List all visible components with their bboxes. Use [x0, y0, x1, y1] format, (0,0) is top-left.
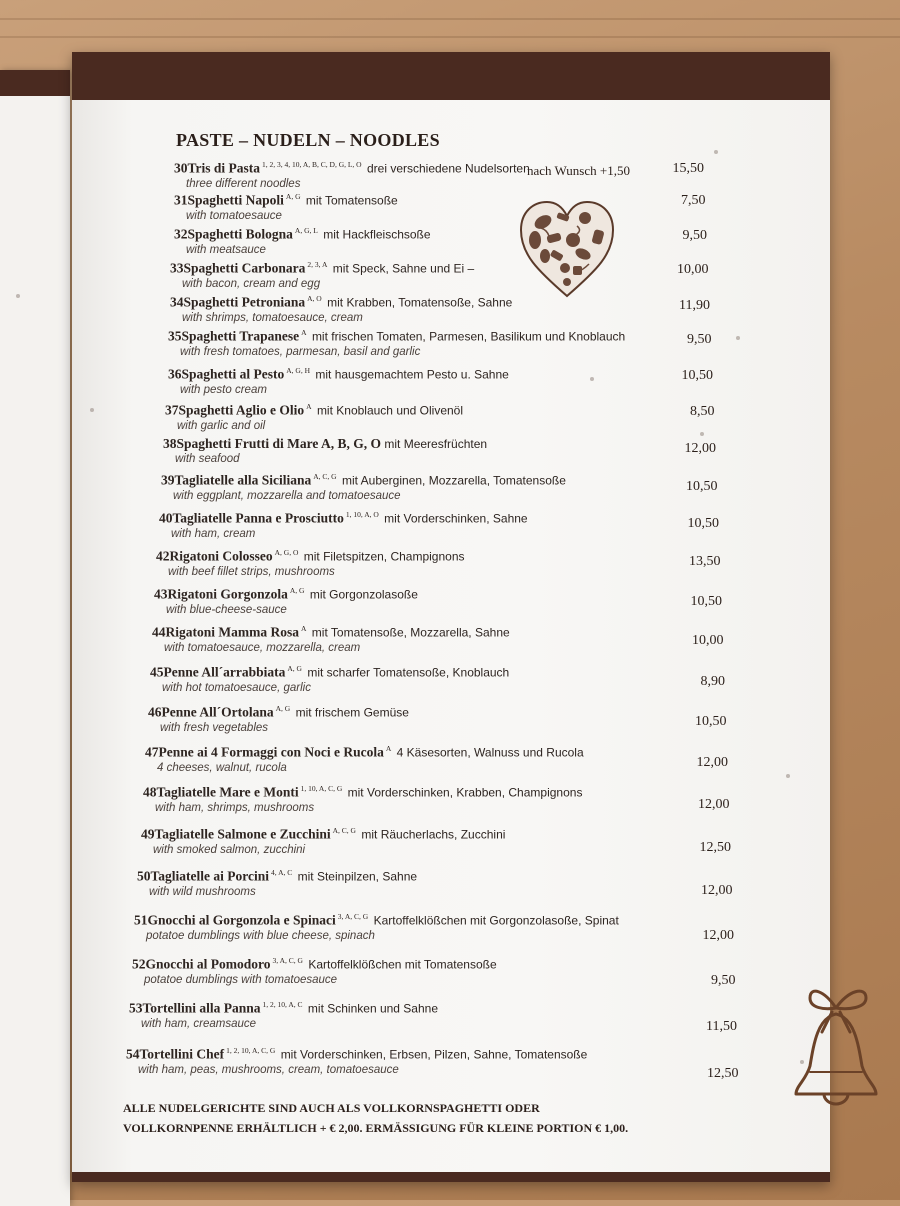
- allergen-codes: 3, A, C, G: [272, 956, 303, 965]
- item-description-en: with tomatoesauce: [186, 209, 282, 222]
- item-description-en: with fresh tomatoes, parmesan, basil and garlic: [180, 345, 421, 358]
- item-name: Penne All´arrabbiata: [163, 664, 286, 680]
- item-description-en: with meatsauce: [186, 243, 266, 256]
- item-description-de: mit Filetspitzen, Champignons: [303, 549, 465, 564]
- allergen-codes: A: [385, 744, 392, 753]
- pasta-heart-illustration: [517, 196, 617, 300]
- allergen-codes: A, O: [307, 294, 322, 303]
- item-description-de: mit Vorderschinken, Erbsen, Pilzen, Sahne, Tomatensoße: [280, 1047, 588, 1062]
- item-price: 9,50: [711, 973, 736, 988]
- item-description-en: with bacon, cream and egg: [182, 277, 321, 290]
- item-number: 44: [152, 624, 166, 640]
- menu-item-54: [126, 1046, 686, 1076]
- allergen-codes: A, G: [289, 586, 305, 595]
- menu-item-39: [161, 472, 721, 502]
- menu-item-42: [156, 548, 716, 578]
- item-description-de: mit Auberginen, Mozzarella, Tomatensoße: [341, 473, 566, 488]
- item-name: Spaghetti Napoli: [187, 192, 284, 208]
- item-price: 12,50: [707, 1066, 739, 1081]
- item-price: 10,50: [686, 479, 718, 494]
- item-description-de: mit Knoblauch und Olivenöl: [316, 403, 464, 418]
- menu-item-48: [143, 784, 703, 814]
- allergen-codes: A, G, O: [274, 548, 299, 557]
- item-description-en: with ham, creamsauce: [141, 1017, 257, 1030]
- item-name: Tagliatelle alla Siciliana: [174, 472, 312, 488]
- item-description-de: mit Tomatensoße: [305, 193, 398, 208]
- menu-item-title-line: [141, 826, 701, 843]
- item-description-en: with shrimps, tomatoesauce, cream: [182, 311, 363, 324]
- allergen-codes: A, G: [285, 192, 301, 201]
- item-description-en: 4 cheeses, walnut, rucola: [157, 761, 287, 774]
- item-number: 40: [159, 510, 173, 526]
- menu-item-50: [137, 868, 697, 898]
- item-description-de: mit frischen Tomaten, Parmesen, Basilikum und Knoblauch: [311, 329, 626, 344]
- item-price: 10,00: [692, 633, 724, 648]
- item-name: Penne ai 4 Formaggi con Noci e Rucola: [158, 744, 384, 760]
- item-name: Tortellini Chef: [139, 1046, 225, 1062]
- menu-item-title-line: [129, 1000, 689, 1017]
- item-name: Spaghetti Petroniana: [183, 294, 306, 310]
- item-description-de: mit Schinken und Sahne: [307, 1001, 439, 1016]
- item-number: 38: [163, 436, 177, 451]
- allergen-codes: 4, A, C: [271, 868, 293, 877]
- item-description-de: Kartoffelklößchen mit Gorgonzolasoße, Spinat: [373, 913, 619, 928]
- allergen-codes: 1, 10, A, O: [345, 510, 379, 519]
- item-description-en: with wild mushrooms: [149, 885, 256, 898]
- item-number: 52: [132, 956, 146, 972]
- item-price: 12,00: [698, 797, 730, 812]
- allergen-codes: A: [301, 624, 307, 633]
- allergen-codes: 2, 3, A: [307, 260, 328, 269]
- menu-item-title-line: [150, 664, 710, 681]
- item-number: 42: [156, 548, 170, 564]
- item-number: 54: [126, 1046, 140, 1062]
- allergen-codes: A, G: [275, 704, 291, 713]
- item-price: 10,50: [695, 714, 727, 729]
- item-description-de: mit Vorderschinken, Sahne: [384, 511, 528, 526]
- menu-item-title-line: [152, 624, 712, 641]
- item-price: 9,50: [687, 332, 712, 347]
- menu-item-title-line: [134, 912, 694, 929]
- allergen-codes: A, G, H: [286, 366, 310, 375]
- menu-item-53: [129, 1000, 689, 1030]
- menu-item-title-line: [145, 744, 705, 761]
- item-name: Spaghetti Trapanese: [181, 328, 300, 344]
- item-price: 9,50: [682, 228, 707, 243]
- item-price: 10,50: [681, 368, 713, 383]
- item-description-en: with tomatoesauce, mozzarella, cream: [164, 641, 361, 654]
- item-description-en: with fresh vegetables: [160, 721, 269, 734]
- menu-item-title-line: [143, 784, 703, 801]
- item-price: 12,00: [696, 755, 728, 770]
- item-name: Tagliatelle Salmone e Zucchini: [154, 826, 331, 842]
- item-name: Tortellini alla Panna: [142, 1000, 261, 1016]
- item-number: 31: [174, 192, 188, 208]
- allergen-codes: 1, 10, A, C, G: [300, 784, 343, 793]
- menu-item-title-line: [132, 956, 692, 973]
- menu-item-title-line: [161, 472, 721, 489]
- previous-menu-page: [0, 70, 70, 1206]
- item-description-de: mit hausgemachtem Pesto u. Sahne: [315, 367, 509, 382]
- item-price: 8,90: [700, 674, 725, 689]
- item-description-de: mit scharfer Tomatensoße, Knoblauch: [307, 665, 510, 680]
- item-description-en: with ham, shrimps, mushrooms: [155, 801, 315, 814]
- item-number: 53: [129, 1000, 143, 1016]
- item-description-en: with blue-cheese-sauce: [166, 603, 287, 616]
- item-number: 34: [170, 294, 184, 310]
- footer-note-line-1: ALLE NUDELGERICHTE SIND AUCH ALS VOLLKORNSPAGHETTI ODER: [123, 1101, 540, 1115]
- item-description-en: potatoe dumblings with blue cheese, spinach: [146, 929, 375, 942]
- item-description-en: with eggplant, mozzarella and tomatoesauce: [173, 489, 401, 502]
- menu-item-title-line: [126, 1046, 686, 1063]
- item-price: 11,90: [679, 298, 710, 313]
- item-number: 48: [143, 784, 157, 800]
- menu-item-45: [150, 664, 710, 694]
- menu-item-52: [132, 956, 692, 986]
- item-number: 47: [145, 744, 159, 760]
- allergen-codes: 3, A, C, G: [337, 912, 369, 921]
- item-description-de: mit frischem Gemüse: [295, 705, 409, 720]
- item-description-de: 4 Käsesorten, Walnuss und Rucola: [396, 745, 584, 760]
- menu-item-title-line: [156, 548, 716, 565]
- item-price: 12,00: [701, 883, 733, 898]
- item-description-en: with hot tomatoesauce, garlic: [162, 681, 311, 694]
- item-number: 43: [154, 586, 168, 602]
- menu-item-43: [154, 586, 714, 616]
- item-price: 10,50: [690, 594, 722, 609]
- item-name: Gnocchi al Gorgonzola e Spinaci: [147, 912, 336, 928]
- allergen-codes: 1, 2, 10, A, C: [262, 1000, 303, 1009]
- footer-note-line-2: VOLLKORNPENNE ERHÄLTLICH + € 2,00. ERMÄSSIGUNG FÜR KLEINE PORTION € 1,00.: [123, 1121, 629, 1135]
- wholegrain-note: [123, 1098, 683, 1138]
- item-number: 39: [161, 472, 175, 488]
- menu-item-47: [145, 744, 705, 774]
- menu-item-51: [134, 912, 694, 942]
- allergen-codes: A, G: [287, 664, 302, 673]
- item-price: 10,50: [687, 516, 719, 531]
- item-description-de: mit Speck, Sahne und Ei –: [332, 261, 475, 276]
- item-name: Rigatoni Colosseo: [169, 548, 273, 564]
- menu-item-title-line: [148, 704, 708, 721]
- item-number: 33: [170, 260, 184, 276]
- menu-item-title-line: [165, 402, 725, 419]
- item-name: Spaghetti Carbonara: [183, 260, 306, 276]
- allergen-codes: A: [306, 402, 312, 411]
- item-number: 49: [141, 826, 155, 842]
- menu-item-title-line: [159, 510, 719, 527]
- item-description-en: three different noodles: [186, 177, 301, 190]
- item-number: 46: [148, 704, 162, 720]
- item-description-de: Kartoffelklößchen mit Tomatensoße: [308, 957, 497, 972]
- menu-item-40: [159, 510, 719, 540]
- allergen-codes: A, C, G: [313, 472, 337, 481]
- allergen-codes: A, C, G: [332, 826, 356, 835]
- item-number: 30: [174, 160, 188, 176]
- item-description-en: with ham, peas, mushrooms, cream, tomatoesauce: [138, 1063, 399, 1076]
- menu-item-title-line: [154, 586, 714, 603]
- menu-item-46: [148, 704, 708, 734]
- item-price: 12,50: [699, 840, 731, 855]
- item-name: Spaghetti Bologna: [187, 226, 293, 242]
- menu-item-38: [163, 436, 723, 465]
- item-number: 32: [174, 226, 188, 242]
- item-price: 12,00: [702, 928, 734, 943]
- item-description-en: potatoe dumblings with tomatoesauce: [144, 973, 338, 986]
- item-description-de: mit Vorderschinken, Krabben, Champignons: [347, 785, 583, 800]
- item-price: 10,00: [677, 262, 709, 277]
- menu-item-44: [152, 624, 712, 654]
- item-description-en: with garlic and oil: [177, 419, 266, 432]
- item-name: Spaghetti Frutti di Mare A, B, G, O: [176, 436, 381, 451]
- menu-item-49: [141, 826, 701, 856]
- item-price: 11,50: [706, 1019, 737, 1034]
- allergen-codes: A: [301, 328, 307, 337]
- allergen-codes: A, G, L: [294, 226, 318, 235]
- item-name: Tris di Pasta: [187, 160, 261, 176]
- item-name: Tagliatelle ai Porcini: [150, 868, 269, 884]
- item-description-de: mit Krabben, Tomatensoße, Sahne: [327, 295, 513, 310]
- item-number: 50: [137, 868, 151, 884]
- item-name: Tagliatelle Panna e Prosciutto: [172, 510, 344, 526]
- item-number: 45: [150, 664, 164, 680]
- item-price: 13,50: [689, 554, 721, 569]
- item-description-en: with ham, cream: [171, 527, 256, 540]
- item-price: 8,50: [690, 404, 715, 419]
- item-number: 51: [134, 912, 148, 928]
- item-description-en: with pesto cream: [180, 383, 267, 396]
- allergen-codes: 1, 2, 3, 4, 10, A, B, C, D, G, L, O: [262, 160, 362, 169]
- item-name: Spaghetti Aglio e Olio: [178, 402, 305, 418]
- item-description-de: mit Meeresfrüchten: [384, 437, 488, 451]
- item-description-de: mit Steinpilzen, Sahne: [297, 869, 418, 884]
- item-description-en: with beef fillet strips, mushrooms: [168, 565, 335, 578]
- christmas-bell-icon: [788, 984, 884, 1110]
- item-name: Gnocchi al Pomodoro: [145, 956, 271, 972]
- item-description-de: mit Tomatensoße, Mozzarella, Sahne: [311, 625, 510, 640]
- item-number: 36: [168, 366, 182, 382]
- item-number: 35: [168, 328, 182, 344]
- item-description-de: mit Räucherlachs, Zucchini: [361, 827, 506, 842]
- item-description-de: drei verschiedene Nudelsorten: [366, 161, 530, 176]
- item-name: Penne All´Ortolana: [161, 704, 274, 720]
- item-description-de: mit Gorgonzolasoße: [309, 587, 418, 602]
- page-header-band: [72, 52, 830, 100]
- item-number: 37: [165, 402, 179, 418]
- item-name: Rigatoni Mamma Rosa: [165, 624, 299, 640]
- menu-item-title-line: [163, 436, 723, 452]
- item-price: 12,00: [684, 441, 716, 456]
- menu-item-title-line: [137, 868, 697, 885]
- item-description-de: mit Hackfleischsoße: [323, 227, 431, 242]
- allergen-codes: 1, 2, 10, A, C, G: [226, 1046, 276, 1055]
- item-description-en: with smoked salmon, zucchini: [153, 843, 306, 856]
- tris-upcharge-note: nach Wunsch +1,50: [527, 163, 630, 178]
- item-price: 7,50: [681, 193, 706, 208]
- menu-item-37: [165, 402, 725, 432]
- page-footer-band: [72, 1172, 830, 1182]
- section-title: PASTE – NUDELN – NOODLES: [176, 130, 440, 150]
- item-description-en: with seafood: [175, 453, 240, 465]
- item-price: 15,50: [672, 161, 704, 176]
- item-name: Spaghetti al Pesto: [181, 366, 285, 382]
- item-name: Tagliatelle Mare e Monti: [156, 784, 299, 800]
- item-name: Rigatoni Gorgonzola: [167, 586, 288, 602]
